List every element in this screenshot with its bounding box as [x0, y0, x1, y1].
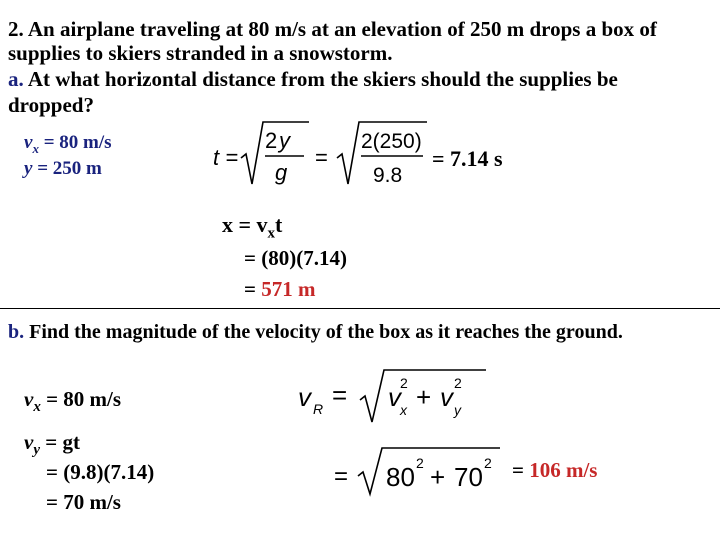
vx-value: = 80 m/s — [46, 387, 122, 411]
x-equation — [222, 212, 282, 242]
vr-result-eq: = — [512, 458, 524, 482]
given-y: y = 250 m — [24, 158, 102, 179]
vy-value: = gt — [45, 430, 80, 454]
num-80: 80 — [386, 462, 415, 492]
vx-var: v — [388, 382, 401, 412]
sqrt2-numerator: 2(250) — [361, 130, 422, 153]
vx-sub: x — [400, 402, 407, 418]
num-70: 70 — [454, 462, 483, 492]
given-y-value: = 250 m — [37, 158, 102, 179]
vy-line: $v_y$ = gt — [24, 430, 80, 459]
vy-sq: 2 — [454, 375, 462, 391]
x-eq-sub: x — [267, 225, 276, 242]
vy-result: = 70 m/s — [46, 490, 121, 514]
problem-line-2: supplies to skiers stranded in a snowstorm. — [8, 41, 393, 65]
sqrt1-two: 2 — [265, 128, 278, 153]
t-lhs: t = — [213, 145, 239, 170]
plus-1: + — [416, 382, 432, 412]
sqrt2-denominator: 9.8 — [373, 164, 403, 187]
section-divider — [0, 308, 720, 309]
x-eq-t: t — [275, 212, 283, 237]
part-a-line-1: At what horizontal distance from the skiers should the supplies be — [27, 67, 618, 91]
given-vx-value: = 80 m/s — [43, 132, 112, 153]
vr-result: 106 m/s — [529, 458, 598, 482]
vx-sq: 2 — [400, 375, 408, 391]
vr-var: v — [298, 382, 311, 412]
x-substitution: = (80)(7.14) — [244, 246, 347, 270]
problem-statement — [8, 17, 657, 41]
problem-number: 2. — [8, 17, 24, 41]
vy-substitution: = (9.8)(7.14) — [46, 460, 155, 484]
problem-line-1: An airplane traveling at 80 m/s at an elevation of 250 m drops a box of — [27, 17, 657, 41]
sqrt1-y: y — [279, 128, 290, 153]
vy-sub: y — [454, 402, 461, 418]
vr-numeric-formula — [330, 442, 505, 498]
time-result: = 7.14 s — [432, 146, 503, 171]
x-result: 571 m — [261, 277, 316, 301]
vx-line: $v_x = 80$ m/s — [24, 387, 122, 416]
vr-formula — [292, 366, 492, 426]
part-b-question — [8, 320, 623, 344]
vr-sub: R — [313, 401, 324, 417]
x-result-line — [244, 277, 315, 302]
part-a-question — [8, 67, 618, 91]
plus-2: + — [430, 462, 446, 492]
eq-mid: = — [315, 145, 328, 170]
vr-result-line — [512, 458, 597, 483]
part-a-line-2: dropped? — [8, 93, 94, 117]
sqrt1-g: g — [275, 160, 288, 185]
given-vx: $v_x = 80$ m/s — [24, 132, 112, 156]
num-80-sq: 2 — [416, 455, 424, 471]
vr-eq: = — [332, 380, 348, 410]
part-b-text: Find the magnitude of the velocity of the box as it reaches the ground. — [29, 321, 623, 343]
x-eq-main: x = v — [222, 212, 268, 237]
vr-num-eq: = — [334, 463, 349, 490]
num-70-sq: 2 — [484, 455, 492, 471]
part-a-label: a. — [8, 67, 24, 91]
x-result-eq: = — [244, 277, 256, 301]
part-b-label: b. — [8, 321, 25, 343]
vy-var: v — [440, 382, 453, 412]
time-formula — [205, 118, 430, 196]
